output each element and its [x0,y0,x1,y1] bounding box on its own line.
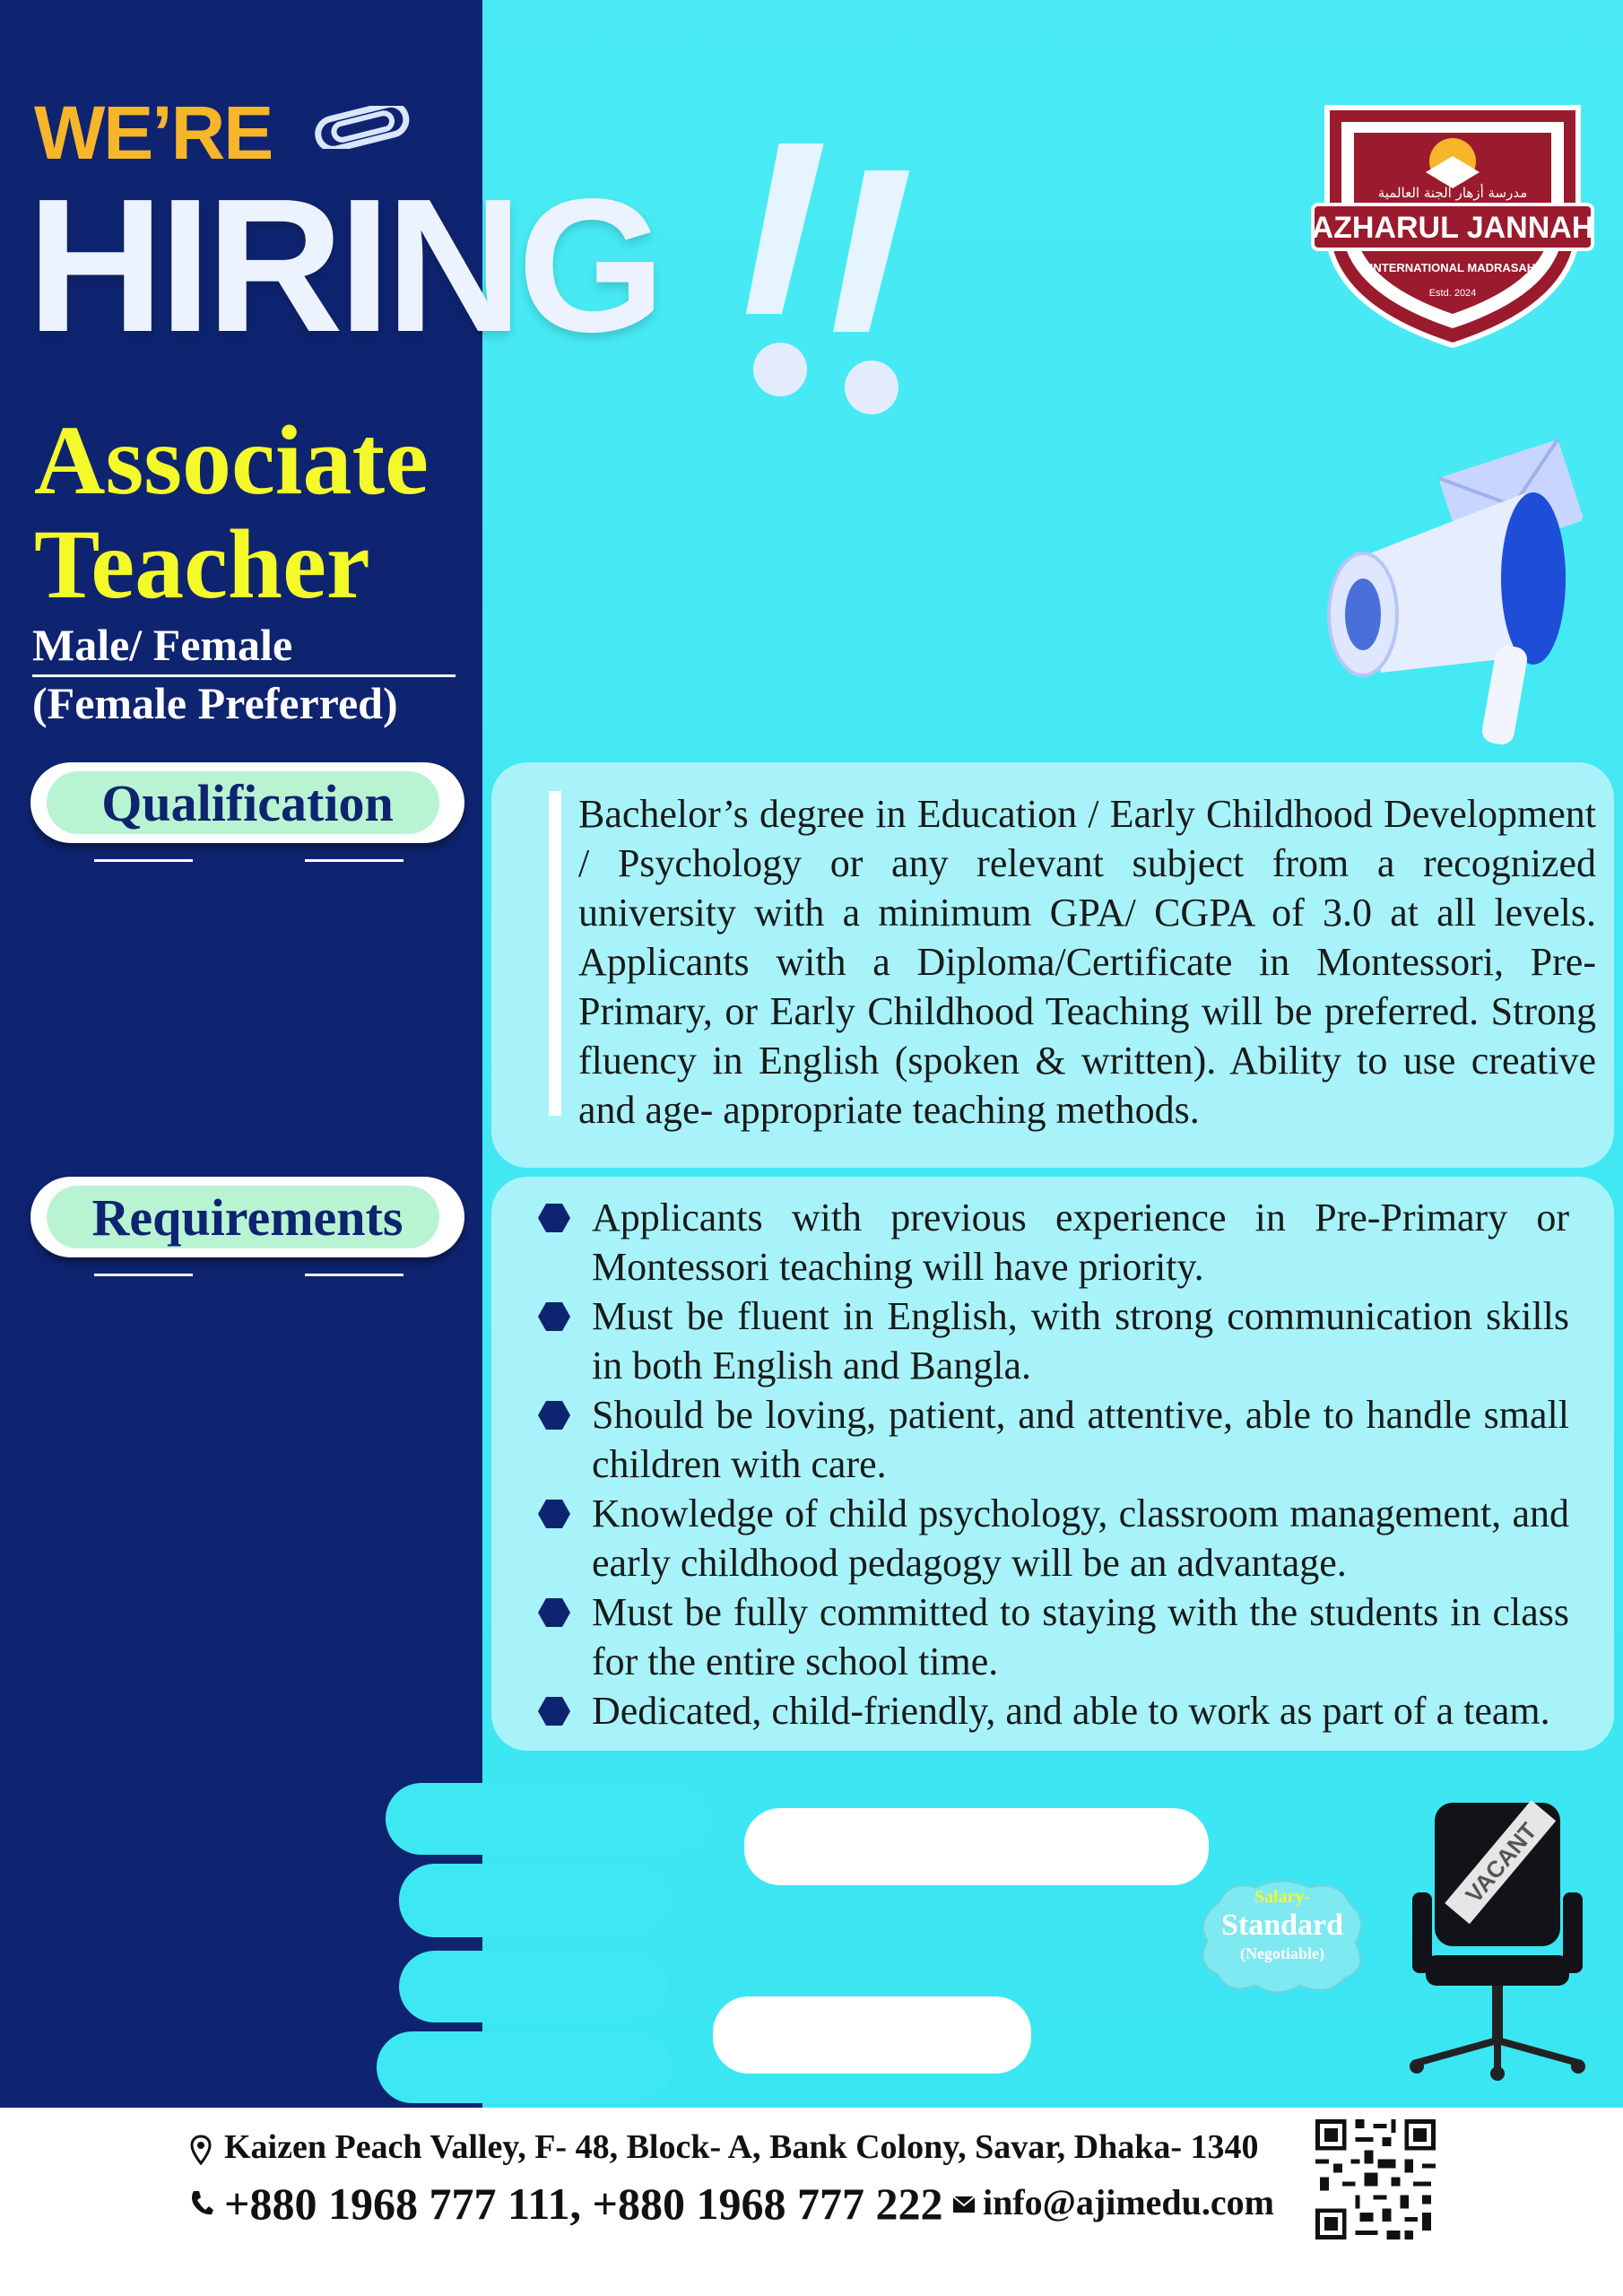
requirements-label: Requirements [30,1177,464,1257]
gender-text: Male/ Female [32,620,293,670]
location-pin-icon [190,2135,212,2165]
mail-icon [952,2196,976,2213]
decor-tab [386,1783,708,1855]
qr-code[interactable] [1311,2115,1440,2244]
list-item: Must be fully committed to staying with the students in class for the entire school time. [538,1587,1569,1686]
vacant-chair-icon [1399,1794,1596,2081]
qualification-text: Bachelor’s degree in Education / Early Childhood Development / Psychology or any relevant subject from a recognized university with a minimum GPA/ CGPA of 3.0 at all levels. Applicants with a Diploma/Certificate in Montessori, Pre-Primary, or Early Childhood Teaching will be preferred. Strong fluency in English (spoken & written). Ability to use creative and age- appropriate teaching methods. [578,792,1596,1132]
divider [94,859,193,862]
decor-tab [399,1951,668,2022]
preference-text: (Female Preferred) [32,678,398,728]
decor-tab [399,1864,668,1937]
hexagon-bullet-icon [538,1401,570,1430]
logo-name: AZHARUL JANNAH [1311,211,1594,245]
paperclip-icon [314,106,412,149]
exclamation-icon [744,135,942,422]
hexagon-bullet-icon [538,1500,570,1528]
job-title-line1: Associate [34,405,429,515]
list-item: Must be fluent in English, with strong communication skills in both English and Bangla. [538,1292,1569,1390]
were-heading: WE’RE [34,91,273,175]
divider [305,859,404,862]
salary-badge [1193,1874,1372,2000]
list-item: Should be loving, patient, and attentive, able to handle small children with care. [538,1390,1569,1489]
hexagon-bullet-icon [538,1697,570,1726]
school-logo [1309,90,1596,350]
decor-tab [377,2031,673,2103]
list-item: Applicants with previous experience in Pre-Primary or Montessori teaching will have priority. [538,1193,1569,1292]
hexagon-bullet-icon [538,1598,570,1627]
divider [94,1274,193,1276]
salary-value: Standard [1220,1909,1344,1942]
megaphone-icon [1327,430,1614,771]
job-title-line2: Teacher [34,509,370,619]
phone-icon [190,2188,213,2215]
salary-label: Salary- [1254,1887,1311,1907]
hiring-heading: HIRING [27,159,660,371]
job-title [34,405,429,619]
logo-arabic: مدرسة أزهار الجنة العالمية [1377,185,1528,201]
logo-subtitle: INTERNATIONAL MADRASAH [1369,261,1536,274]
accent-bar [549,791,561,1116]
decor-pill [744,1808,1209,1885]
hexagon-bullet-icon [538,1302,570,1331]
salary-note: (Negotiable) [1240,1944,1324,1962]
decor-pill [713,1996,1031,2074]
vacant-sign: VACANT [1460,1817,1542,1909]
requirements-list [538,1193,1569,1735]
qualification-label: Qualification [30,762,464,843]
hexagon-bullet-icon [538,1204,570,1232]
address-text: Kaizen Peach Valley, F- 48, Block- A, Bank Colony, Savar, Dhaka- 1340 [224,2128,1259,2166]
divider [305,1274,404,1276]
logo-established: Estd. 2024 [1428,288,1477,299]
list-item: Knowledge of child psychology, classroom management, and early childhood pedagogy will be an advantage. [538,1489,1569,1587]
list-item: Dedicated, child-friendly, and able to work as part of a team. [538,1686,1569,1735]
email-link[interactable]: info@ajimedu.com [983,2182,1274,2222]
phone-numbers[interactable]: +880 1968 777 111, +880 1968 777 222 [224,2179,943,2229]
